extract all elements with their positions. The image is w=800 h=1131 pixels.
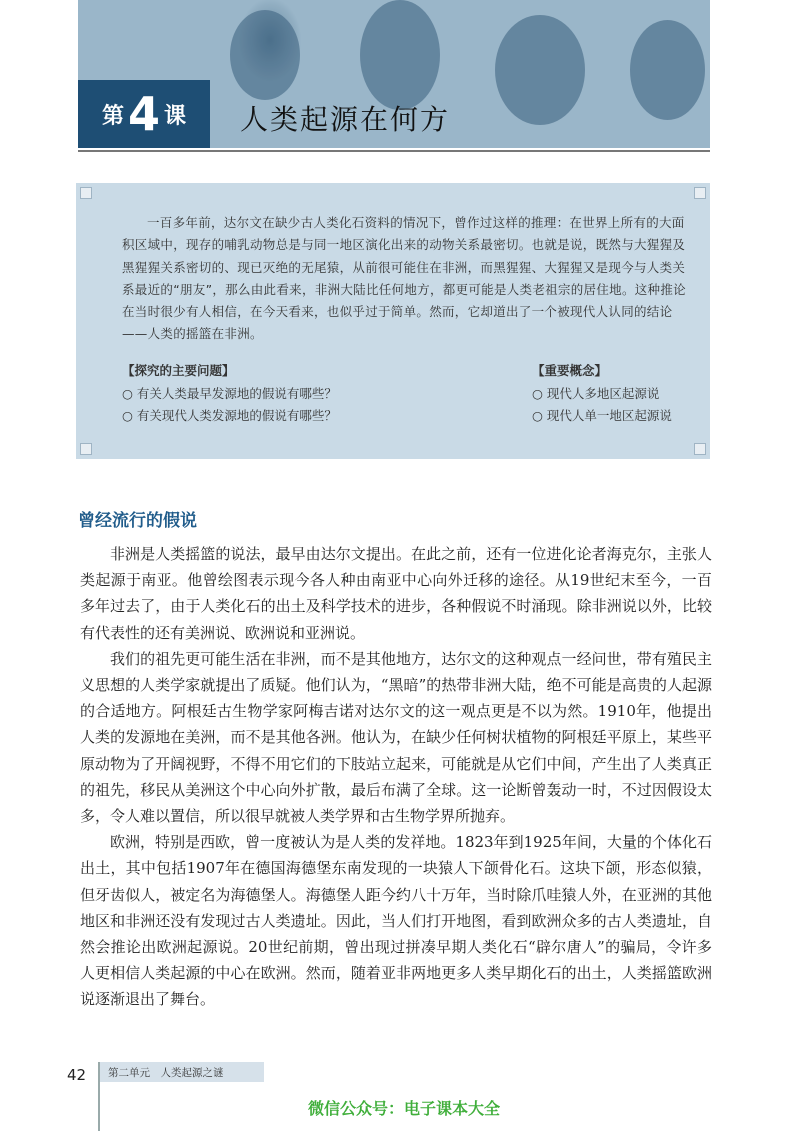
lesson-header [78, 0, 710, 148]
body-paragraph: 我们的祖先更可能生活在非洲，而不是其他地方，达尔文的这种观点一经问世，带有殖民主义思想的人类学家就提出了质疑。他们认为，“黑暗”的热带非洲大陆，绝不可能是高贵的人起源的合适地方。阿根廷古生物学家阿梅吉诺对达尔文的这一观点更是不以为然。1910年，他提出人类的发源地在美洲，而不是其他各洲。他认为，在缺少任何树状植物的阿根廷平原上，某些平原动物为了开阔视野，不得不用它们的下肢站立起来，可能就是从它们中间，产生出了人类真正的祖先，移民从美洲这个中心向外扩散，最后布满了全球。这一论断曾轰动一时，不过因假设太多，令人难以置信，所以很早就被人类学界和古生物学界所抛弃。 [80, 649, 712, 826]
corner-mark [694, 187, 706, 199]
lesson-number-badge [78, 80, 210, 148]
lesson-prefix: 第 [101, 103, 124, 129]
concepts-block [532, 361, 672, 427]
intro-panel [76, 183, 710, 459]
body-paragraph: 欧洲，特别是西欧，曾一度被认为是人类的发祥地。1823年到1925年间，大量的个体化石出土，其中包括1907年在德国海德堡东南发现的一块猿人下颌骨化石。这块下颌，形态似猿，但牙齿似人，被定名为海德堡人。海德堡人距今约八十万年，当时除爪哇猿人外，在亚洲的其他地区和非洲还没有发现过古人类遗址。因此，当人们打开地图，看到欧洲众多的古人类遗址，自然会推论出欧洲起源说。20世纪前期，曾出现过拼凑早期人类化石“辟尔唐人”的骗局，令许多人更相信人类起源的中心在欧洲。然而，随着亚非两地更多人类早期化石的出土，人类摇篮欧洲说逐渐退出了舞台。 [80, 833, 712, 1009]
header-divider [78, 150, 710, 152]
questions-block [122, 361, 337, 427]
intro-paragraph: 一百多年前，达尔文在缺少古人类化石资料的情况下，曾作过这样的推理：在世界上所有的大面积区域中，现存的哺乳动物总是与同一地区演化出来的动物关系最密切。也就是说，既然与大猩猩及黑猩猩关系密切的、现已灭绝的无尾猿，从前很可能住在非洲，而黑猩猩、大猩猩又是现今与人类关系最近的“朋友”，那么由此看来，非洲大陆比任何地方，都更可能是人类老祖宗的居住地。这种推论在当时很少有人相信，在今天看来，也似乎过于简单。然而，它却道出了一个被现代人认同的结论——人类的摇篮在非洲。 [122, 215, 686, 342]
corner-mark [694, 443, 706, 455]
question-item: ○ 有关人类最早发源地的假说有哪些？ [122, 386, 337, 401]
lesson-suffix: 课 [164, 103, 187, 129]
lesson-number: 4 [127, 87, 160, 141]
body-paragraph: 非洲是人类摇篮的说法，最早由达尔文提出。在此之前，还有一位进化论者海克尔，主张人类起源于南亚。他曾绘图表示现今各人种由南亚中心向外迁移的途径。从19世纪末至今，一百多年过去了，由于人类化石的出土及科学技术的进步，各种假说不时涌现。除非洲说以外，比较有代表性的还有美洲说、欧洲说和亚洲说。 [80, 545, 712, 642]
corner-mark [80, 187, 92, 199]
concept-item: ○ 现代人多地区起源说 [532, 386, 660, 401]
corner-mark [80, 443, 92, 455]
watermark-text: 微信公众号：电子课本大全 [308, 1099, 501, 1118]
page-number: 42 [67, 1066, 87, 1084]
section-body [80, 541, 712, 1013]
concepts-heading: 【重要概念】 [532, 363, 608, 378]
concept-item: ○ 现代人单一地区起源说 [532, 408, 672, 423]
questions-heading: 【探究的主要问题】 [122, 363, 235, 378]
unit-label: 第二单元 人类起源之谜 [100, 1062, 264, 1082]
lesson-title: 人类起源在何方 [240, 103, 451, 136]
question-item: ○ 有关现代人类发源地的假说有哪些？ [122, 408, 337, 423]
section-title: 曾经流行的假说 [78, 511, 197, 531]
